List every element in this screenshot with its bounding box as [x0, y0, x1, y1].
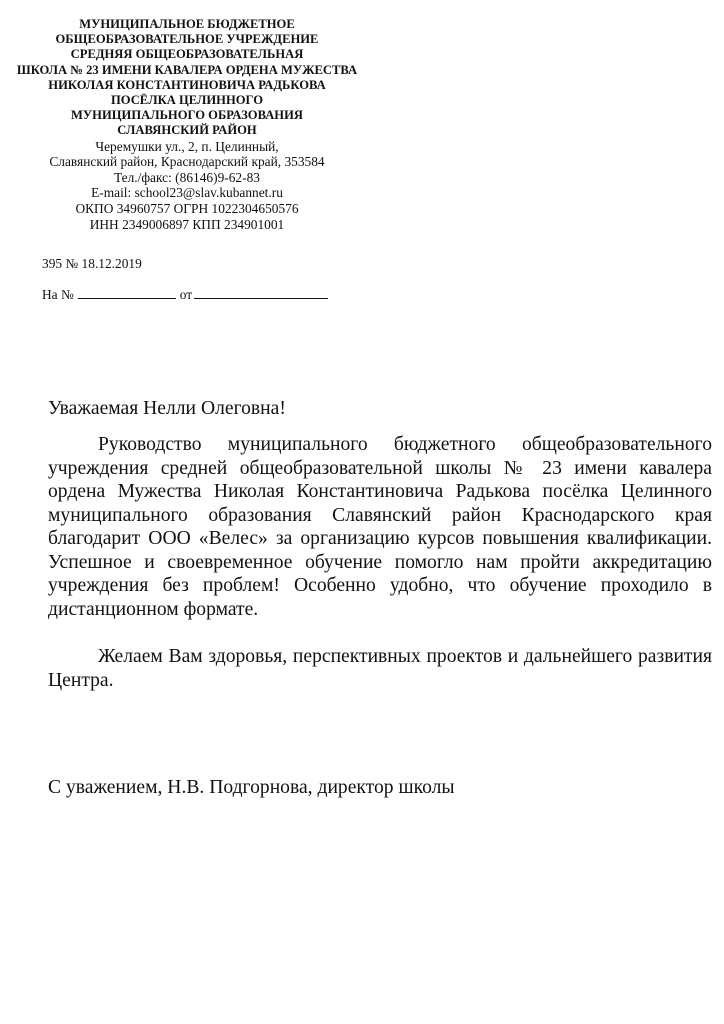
- okpo-ogrn: ОКПО 34960757 ОГРН 1022304650576: [75, 201, 299, 216]
- reference-prefix: На №: [42, 287, 74, 302]
- signature: С уважением, Н.В. Подгорнова, директор школы: [48, 777, 455, 798]
- letterhead: [0, 17, 374, 232]
- body-paragraph-1: Руководство муниципального бюджетного общеобразовательного учреждения средней общеобразовательной школы № 23 имени кавалера ордена Мужества Николая Константиновича Радькова посёлка Целинного муниципального образования Славянский район Краснодарского края благодарит ООО «Велес» за организацию курсов повышения квалификации. Успешное и своевременное обучение помогло нам пройти аккредитацию учреждения без проблем! Особенно удобно, что обучение проходило в дистанционном формате.: [48, 434, 712, 620]
- org-name-line: НИКОЛАЯ КОНСТАНТИНОВИЧА РАДЬКОВА: [48, 77, 326, 92]
- org-name-line: МУНИЦИПАЛЬНОГО ОБРАЗОВАНИЯ: [71, 108, 303, 123]
- greeting: Уважаемая Нелли Олеговна!: [48, 398, 286, 419]
- reference-number-blank: [78, 287, 176, 299]
- org-name-line: ШКОЛА № 23 ИМЕНИ КАВАЛЕРА ОРДЕНА МУЖЕСТВА: [16, 62, 358, 77]
- org-name-line: СЛАВЯНСКИЙ РАЙОН: [117, 123, 257, 138]
- inn-kpp: ИНН 2349006897 КПП 234901001: [89, 216, 285, 232]
- reference-line: [42, 287, 328, 303]
- email: E-mail: school23@slav.kubannet.ru: [91, 185, 283, 201]
- reference-date-blank: [194, 287, 328, 299]
- address-line: Славянский район, Краснодарский край, 353584: [49, 154, 325, 170]
- outgoing-number-date: 395 № 18.12.2019: [42, 256, 142, 271]
- org-name-line: ПОСЁЛКА ЦЕЛИННОГО: [110, 93, 264, 108]
- phone-fax: Тел./факс: (86146)9-62-83: [114, 169, 260, 185]
- org-name-line: ОБЩЕОБРАЗОВАТЕЛЬНОЕ УЧРЕЖДЕНИЕ: [55, 32, 319, 47]
- org-name-line: СРЕДНЯЯ ОБЩЕОБРАЗОВАТЕЛЬНАЯ: [70, 47, 304, 62]
- reference-from-label: от: [179, 287, 193, 302]
- body-paragraph-2: Желаем Вам здоровья, перспективных проектов и дальнейшего развития Центра.: [48, 646, 712, 691]
- address-line: Черемушки ул., 2, п. Целинный,: [95, 138, 279, 154]
- org-name-line: МУНИЦИПАЛЬНОЕ БЮДЖЕТНОЕ: [79, 17, 295, 31]
